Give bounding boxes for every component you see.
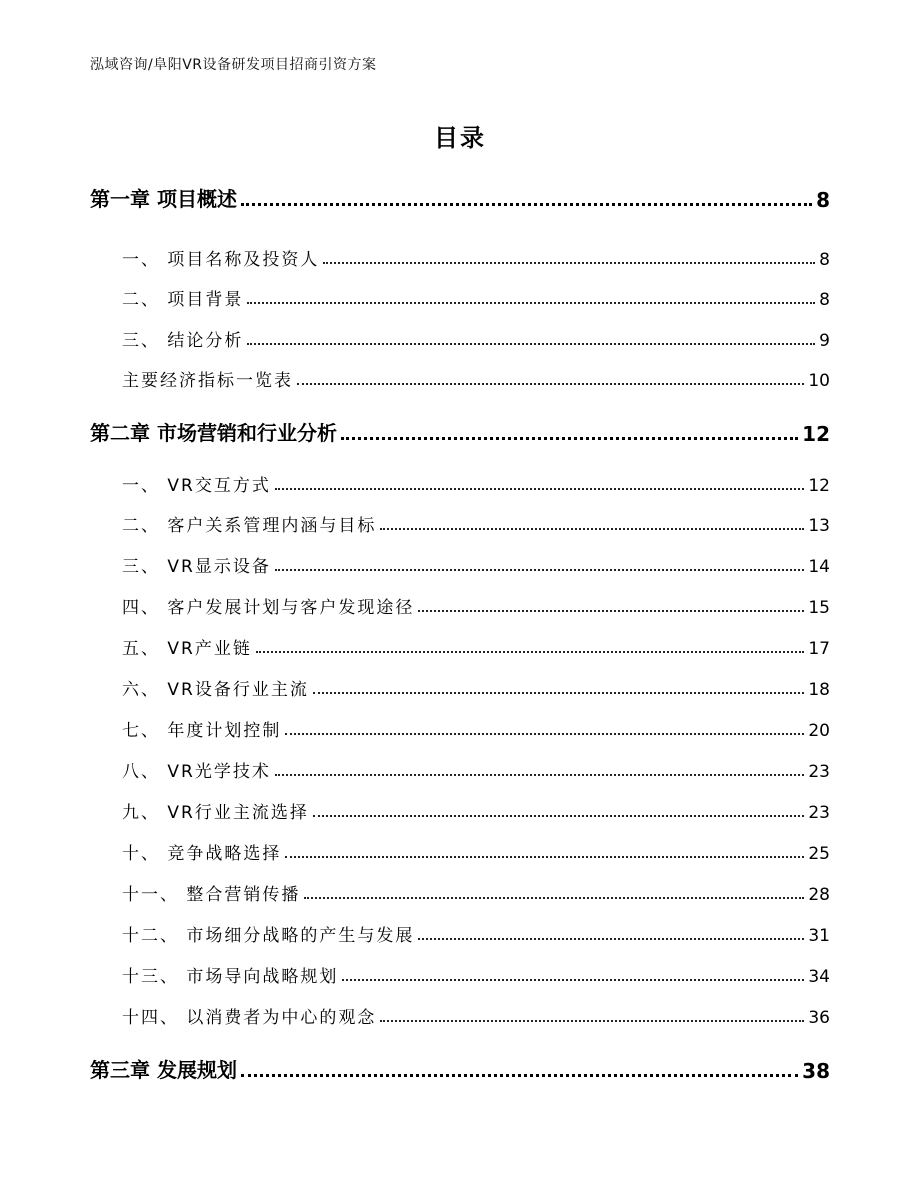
toc-entry[interactable] bbox=[90, 184, 830, 212]
toc-page-number: 13 bbox=[808, 516, 830, 536]
toc-page-number: 17 bbox=[808, 639, 830, 659]
toc-page-number: 23 bbox=[808, 762, 830, 782]
toc-leader bbox=[313, 814, 805, 817]
page-title: 目录 bbox=[434, 124, 486, 152]
toc-page-number: 18 bbox=[808, 680, 830, 700]
toc-leader bbox=[341, 436, 798, 440]
toc-label: 三、 VR显示设备 bbox=[122, 557, 271, 577]
toc-leader bbox=[380, 1019, 804, 1022]
toc-leader bbox=[275, 773, 805, 776]
toc-page-number: 8 bbox=[819, 290, 830, 310]
toc-entry[interactable] bbox=[90, 635, 830, 659]
toc-label: 第三章 发展规划 bbox=[90, 1058, 237, 1082]
toc-label: 四、 客户发展计划与客户发现途径 bbox=[122, 598, 415, 618]
toc-entry[interactable] bbox=[90, 472, 830, 496]
toc-leader bbox=[304, 896, 804, 899]
toc-entry[interactable] bbox=[90, 922, 830, 946]
toc-leader bbox=[418, 937, 804, 940]
toc-page-number: 36 bbox=[808, 1008, 830, 1028]
toc-leader bbox=[323, 261, 815, 264]
toc-page-number: 34 bbox=[808, 967, 830, 987]
toc-label: 第二章 市场营销和行业分析 bbox=[90, 421, 337, 445]
toc-page-number: 9 bbox=[819, 331, 830, 351]
toc-entry[interactable] bbox=[90, 717, 830, 741]
toc-page-number: 8 bbox=[819, 250, 830, 270]
toc-leader bbox=[313, 691, 805, 694]
toc-entry[interactable] bbox=[90, 881, 830, 905]
toc-label: 第一章 项目概述 bbox=[90, 187, 237, 211]
toc-entry[interactable] bbox=[90, 1004, 830, 1028]
toc-entry[interactable] bbox=[90, 594, 830, 618]
toc-label: 十三、 市场导向战略规划 bbox=[122, 967, 339, 987]
toc-leader bbox=[241, 202, 812, 206]
toc-leader bbox=[418, 609, 804, 612]
toc-label: 十、 竞争战略选择 bbox=[122, 844, 282, 864]
toc-page-number: 23 bbox=[808, 803, 830, 823]
toc-label: 三、 结论分析 bbox=[122, 331, 244, 351]
toc-entry[interactable] bbox=[90, 553, 830, 577]
toc-leader bbox=[285, 855, 804, 858]
toc-leader bbox=[241, 1073, 798, 1077]
toc-leader bbox=[297, 382, 804, 385]
toc-entry[interactable] bbox=[90, 286, 830, 310]
toc-entry[interactable] bbox=[90, 1055, 830, 1083]
toc-page-number: 15 bbox=[808, 598, 830, 618]
running-header: 泓域咨询/阜阳VR设备研发项目招商引资方案 bbox=[90, 57, 377, 73]
toc-entry[interactable] bbox=[90, 758, 830, 782]
toc-entry[interactable] bbox=[90, 840, 830, 864]
toc-leader bbox=[380, 527, 804, 530]
toc-label: 十一、 整合营销传播 bbox=[122, 885, 301, 905]
toc-leader bbox=[275, 487, 805, 490]
toc-label: 十二、 市场细分战略的产生与发展 bbox=[122, 926, 415, 946]
toc-page-number: 38 bbox=[802, 1059, 830, 1083]
toc-label: 一、 项目名称及投资人 bbox=[122, 250, 320, 270]
toc-page-number: 25 bbox=[808, 844, 830, 864]
toc-page-number: 10 bbox=[808, 371, 830, 391]
toc-leader bbox=[275, 568, 805, 571]
toc-label: 二、 客户关系管理内涵与目标 bbox=[122, 516, 377, 536]
toc-page-number: 31 bbox=[808, 926, 830, 946]
toc-page-number: 12 bbox=[802, 422, 830, 446]
toc-entry[interactable] bbox=[90, 799, 830, 823]
toc-entry[interactable] bbox=[90, 512, 830, 536]
toc-entry[interactable] bbox=[90, 367, 830, 391]
toc-page-number: 14 bbox=[808, 557, 830, 577]
toc-label: 一、 VR交互方式 bbox=[122, 476, 271, 496]
toc-label: 十四、 以消费者为中心的观念 bbox=[122, 1008, 377, 1028]
toc-page-number: 20 bbox=[808, 721, 830, 741]
toc-label: 九、 VR行业主流选择 bbox=[122, 803, 309, 823]
toc-page-number: 12 bbox=[808, 476, 830, 496]
toc-label: 主要经济指标一览表 bbox=[122, 371, 293, 391]
toc-leader bbox=[247, 342, 815, 345]
toc-leader bbox=[256, 650, 805, 653]
toc-label: 七、 年度计划控制 bbox=[122, 721, 282, 741]
toc-leader bbox=[285, 732, 804, 735]
toc-entry[interactable] bbox=[90, 246, 830, 270]
toc-entry[interactable] bbox=[90, 676, 830, 700]
toc-entry[interactable] bbox=[90, 963, 830, 987]
toc-page-number: 8 bbox=[816, 188, 830, 212]
toc-entry[interactable] bbox=[90, 327, 830, 351]
toc-label: 六、 VR设备行业主流 bbox=[122, 680, 309, 700]
toc-leader bbox=[247, 301, 815, 304]
toc-label: 八、 VR光学技术 bbox=[122, 762, 271, 782]
toc-leader bbox=[342, 978, 804, 981]
toc-page-number: 28 bbox=[808, 885, 830, 905]
toc-entry[interactable] bbox=[90, 418, 830, 446]
toc-label: 五、 VR产业链 bbox=[122, 639, 252, 659]
toc-label: 二、 项目背景 bbox=[122, 290, 244, 310]
